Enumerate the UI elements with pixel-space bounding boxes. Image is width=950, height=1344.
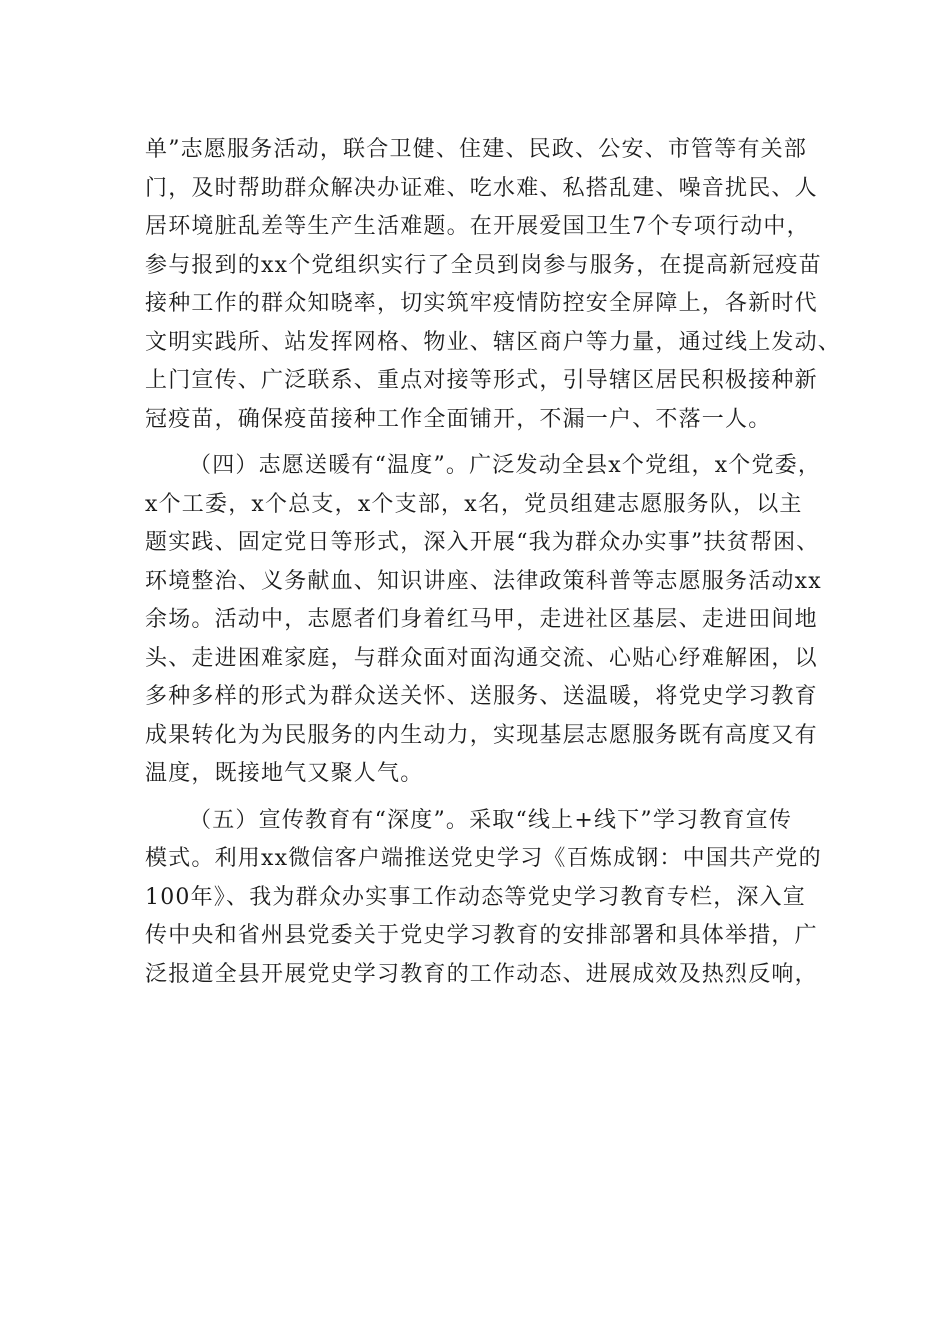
text-line: 多种多样的形式为群众送关怀、送服务、送温暖，将党史学习教育: [145, 684, 818, 709]
text-line: 文明实践所、站发挥网格、物业、辖区商户等力量，通过线上发动、: [145, 329, 842, 355]
text-line: 上门宣传、广泛联系、重点对接等形式，引导辖区居民积极接种新: [145, 368, 818, 393]
text-line: 冠疫苗，确保疫苗接种工作全面铺开，不漏一户、不落一人。: [145, 406, 772, 432]
text-line: 环境整治、义务献血、知识讲座、法律政策科普等志愿服务活动xx: [145, 568, 822, 594]
paragraph-heading-4: （四）志愿送暖有“温度”。广泛发动全县x个党组，x个党委，: [189, 453, 822, 478]
text-line: 单”志愿服务活动，联合卫健、住建、民政、公安、市管等有关部: [145, 137, 808, 162]
text-line: 门，及时帮助群众解决办证难、吃水难、私搭乱建、噪音扰民、人: [145, 175, 818, 201]
text-line: 头、走进困难家庭，与群众面对面沟通交流、心贴心纾难解困，以: [145, 645, 818, 671]
text-line: 温度，既接地气又聚人气。: [145, 761, 424, 786]
text-line: 题实践、固定党日等形式，深入开展“我为群众办实事”扶贫帮困、: [145, 530, 820, 555]
text-line: x个工委，x个总支，x个支部，x名，党员组建志愿服务队，以主: [145, 491, 803, 517]
text-line: 余场。活动中，志愿者们身着红马甲，走进社区基层、走进田间地: [145, 607, 818, 632]
text-line: 接种工作的群众知晓率，切实筑牢疫情防控安全屏障上，各新时代: [145, 291, 818, 316]
paragraph-heading-5: （五）宣传教育有“深度”。采取“线上+线下”学习教育宣传: [189, 807, 793, 833]
text-line: 成果转化为为民服务的内生动力，实现基层志愿服务既有高度又有: [145, 722, 818, 748]
text-line: 传中央和省州县党委关于党史学习教育的安排部署和具体举措，广: [145, 923, 818, 948]
text-line: 居环境脏乱差等生产生活难题。在开展爱国卫生7个专项行动中，: [145, 214, 810, 239]
text-line: 100年》、我为群众办实事工作动态等党史学习教育专栏，深入宣: [145, 884, 806, 910]
text-line: 模式。利用xx微信客户端推送党史学习《百炼成钢：中国共产党的: [145, 846, 822, 871]
text-line: 泛报道全县开展党史学习教育的工作动态、进展成效及热烈反响，: [145, 961, 818, 987]
text-line: 参与报到的xx个党组织实行了全员到岗参与服务，在提高新冠疫苗: [145, 252, 822, 278]
body-text: [145, 131, 842, 994]
